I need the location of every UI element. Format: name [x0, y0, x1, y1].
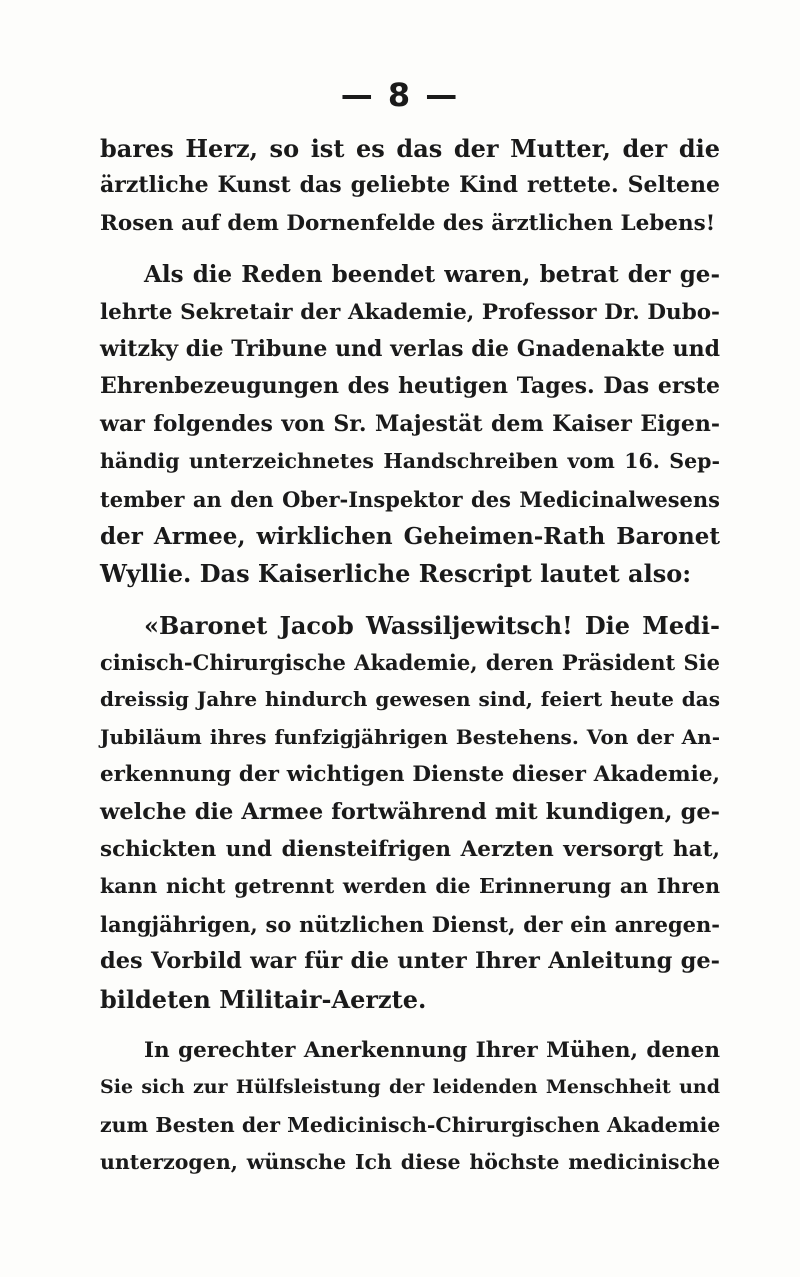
- text-line: zum Besten der Medicinisch-Chirurgischen Akademie: [100, 1112, 721, 1137]
- text-line: cinisch-Chirurgische Akademie, deren Präsident Sie: [100, 650, 720, 676]
- text-line: händig unterzeichnetes Handschreiben vom 16. Sep-: [100, 449, 720, 474]
- text-line: dreissig Jahre hindurch gewesen sind, feiert heute das: [100, 687, 720, 712]
- text-line: Ehrenbezeugungen des heutigen Tages. Das erste: [100, 373, 720, 400]
- text-line: «Baronet Jacob Wassiljewitsch! Die Medi-: [144, 610, 720, 640]
- text-line: Rosen auf dem Dornenfelde des ärztlichen Lebens!: [100, 210, 716, 236]
- text-line: Sie sich zur Hülfsleistung der leidenden Menschheit und: [100, 1076, 720, 1099]
- text-line: langjährigen, so nützlichen Dienst, der ein anregen-: [100, 911, 720, 937]
- text-line: welche die Armee fortwährend mit kundigen, ge-: [100, 798, 720, 825]
- text-line: lehrte Sekretair der Akademie, Professor Dr. Dubo-: [100, 299, 720, 325]
- body-text: [100, 130, 720, 1182]
- paragraph: [100, 1032, 720, 1182]
- text-line: des Vorbild war für die unter Ihrer Anleitung ge-: [100, 948, 720, 975]
- paragraph: [100, 256, 720, 593]
- text-line: unterzogen, wünsche Ich diese höchste medicinische: [100, 1150, 720, 1175]
- text-line: Jubiläum ihres funfzigjährigen Bestehens. Von der An-: [100, 724, 720, 749]
- text-line: tember an den Ober-Inspektor des Medicinalwesens: [100, 486, 720, 512]
- text-line: bares Herz, so ist es das der Mutter, der die: [100, 134, 720, 163]
- text-line: In gerechter Anerkennung Ihrer Mühen, denen: [144, 1037, 720, 1063]
- paragraph: [100, 607, 720, 1018]
- text-line: schickten und diensteifrigen Aerzten versorgt hat,: [100, 837, 720, 863]
- text-line: witzky die Tribune und verlas die Gnadenakte und: [100, 335, 720, 362]
- text-line: war folgendes von Sr. Majestät dem Kaiser Eigen-: [100, 410, 720, 437]
- text-line: bildeten Militair-Aerzte.: [100, 984, 427, 1014]
- text-line: kann nicht getrennt werden die Erinnerung an Ihren: [100, 874, 720, 899]
- text-line: Als die Reden beendet waren, betrat der ge-: [144, 261, 720, 289]
- text-line: erkennung der wichtigen Dienste dieser Akademie,: [100, 762, 720, 788]
- paragraph: [100, 130, 720, 242]
- text-line: der Armee, wirklichen Geheimen-Rath Baronet: [100, 522, 720, 550]
- text-line: Wyllie. Das Kaiserliche Rescript lautet also:: [100, 559, 692, 589]
- text-line: ärztliche Kunst das geliebte Kind rettete. Seltene: [100, 172, 720, 199]
- page-number: — 8 —: [340, 76, 460, 114]
